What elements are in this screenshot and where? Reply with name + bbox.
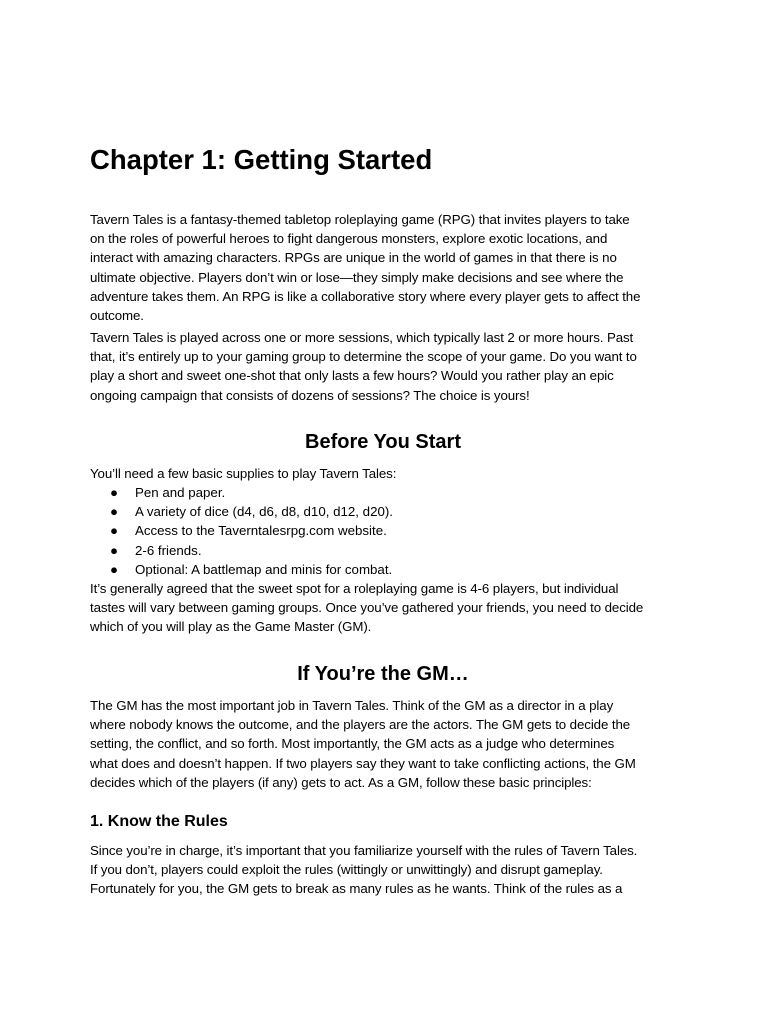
supplies-list xyxy=(90,483,393,579)
list-item xyxy=(90,483,393,502)
section-heading-before-you-start: Before You Start xyxy=(305,431,461,453)
intro-paragraph-2 xyxy=(90,328,686,405)
text-line: where nobody knows the outcome, and the players are the actors. The GM gets to decide the xyxy=(90,717,631,733)
players-paragraph xyxy=(90,579,686,637)
text-line: on the roles of powerful heroes to fight dangerous monsters, explore exotic locations, and xyxy=(90,231,608,247)
list-item xyxy=(90,502,393,521)
list-item xyxy=(90,560,393,579)
list-item-text: Pen and paper. xyxy=(135,485,226,500)
intro-paragraph-1 xyxy=(90,210,686,325)
text-line: tastes will vary between gaming groups. Once you’ve gathered your friends, you need to decide xyxy=(90,600,644,616)
text-line: Since you’re in charge, it’s important that you familiarize yourself with the rules of Tavern Tales. xyxy=(90,843,638,858)
rules-paragraph xyxy=(90,841,686,899)
text-line: You’ll need a few basic supplies to play Tavern Tales: xyxy=(90,466,397,481)
chapter-title: Chapter 1: Getting Started xyxy=(90,144,433,175)
bullet-icon: ● xyxy=(110,485,119,500)
supplies-lead xyxy=(90,464,686,483)
text-line: If you don’t, players could exploit the rules (wittingly or unwittingly) and disrupt gameplay. xyxy=(90,862,603,878)
section-heading-if-gm: If You’re the GM… xyxy=(297,663,469,685)
list-item xyxy=(90,541,393,560)
text-line: The GM has the most important job in Tavern Tales. Think of the GM as a director in a play xyxy=(90,698,614,713)
text-line: setting, the conflict, and so forth. Most importantly, the GM acts as a judge who determines xyxy=(90,736,615,752)
text-line: Tavern Tales is a fantasy-themed tabletop roleplaying game (RPG) that invites players to take xyxy=(90,212,630,227)
subheading-know-the-rules: 1. Know the Rules xyxy=(90,813,228,830)
text-line: decides which of the players (if any) gets to act. As a GM, follow these basic principles: xyxy=(90,774,592,790)
text-line: Fortunately for you, the GM gets to break as many rules as he wants. Think of the rules as a xyxy=(90,881,623,897)
list-item-text: Optional: A battlemap and minis for combat. xyxy=(135,561,393,577)
text-line: interact with amazing characters. RPGs are unique in the world of games in that there is no xyxy=(90,250,617,266)
text-line: what does and doesn’t happen. If two players say they want to take conflicting actions, the GM xyxy=(90,755,636,771)
bullet-icon: ● xyxy=(110,561,119,577)
text-line: play a short and sweet one-shot that only lasts a few hours? Would you rather play an epic xyxy=(90,368,614,384)
text-line: ongoing campaign that consists of dozens of sessions? The choice is yours! xyxy=(90,387,530,403)
bullet-icon: ● xyxy=(110,542,119,558)
text-line: outcome. xyxy=(90,308,144,324)
list-item-text: 2-6 friends. xyxy=(135,542,202,558)
list-item xyxy=(90,521,393,540)
bullet-icon: ● xyxy=(110,523,119,539)
text-line: It’s generally agreed that the sweet spot for a roleplaying game is 4-6 players, but individual xyxy=(90,581,619,596)
gm-paragraph xyxy=(90,696,686,792)
text-line: which of you will play as the Game Master (GM). xyxy=(90,619,372,635)
bullet-icon: ● xyxy=(110,504,119,520)
text-line: that, it’s entirely up to your gaming group to determine the scope of your game. Do you want to xyxy=(90,349,637,365)
text-line: adventure takes them. An RPG is like a collaborative story where every player gets to affect the xyxy=(90,288,641,304)
text-line: ultimate objective. Players don’t win or lose—they simply make decisions and see where the xyxy=(90,269,624,285)
text-line: Tavern Tales is played across one or more sessions, which typically last 2 or more hours. Past xyxy=(90,330,634,345)
list-item-text: A variety of dice (d4, d6, d8, d10, d12, d20). xyxy=(135,504,393,520)
list-item-text: Access to the Taverntalesrpg.com website. xyxy=(135,523,387,539)
